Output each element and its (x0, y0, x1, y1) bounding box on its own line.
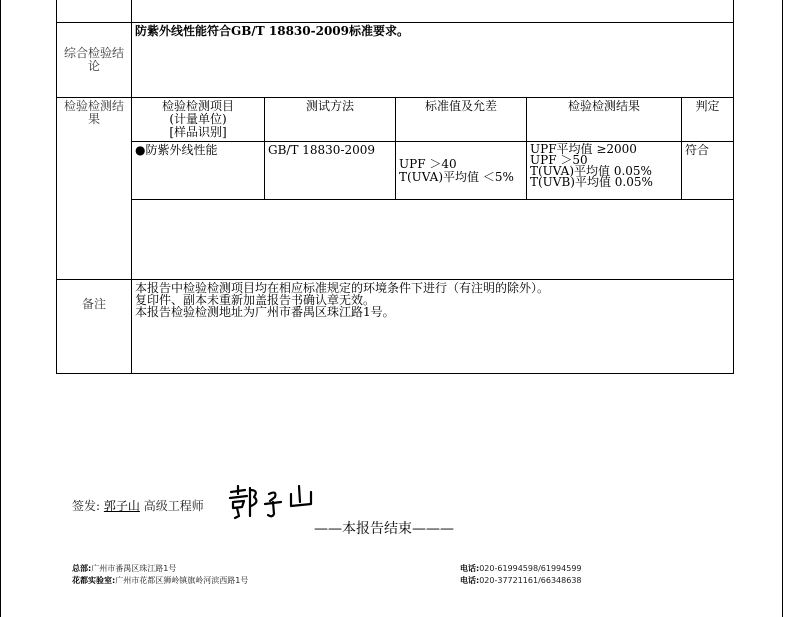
remarks-text: 本报告中检验检测项目均在相应标准规定的环境条件下进行（有注明的除外）。 复印件、副本未重新加盖报告书确认章无效。 本报告检验检测地址为广州市番禺区珠江路1号。 (132, 279, 734, 373)
signature-prefix: 签发: (72, 499, 101, 513)
conclusion-label: 综合检验结论 (57, 22, 132, 97)
page-border-right (782, 0, 783, 617)
footer-addresses (72, 563, 248, 587)
header-method: 测试方法 (265, 97, 396, 141)
row-verdict: 符合 (682, 141, 734, 199)
row-result: UPF平均值 ≥2000 UPF ＞50 T(UVA)平均值 0.05% T(UVB)平均值 0.05% (527, 141, 682, 199)
remarks-row (57, 279, 734, 373)
signature-line (72, 497, 204, 514)
results-data-row (57, 141, 734, 199)
handwritten-signature (225, 482, 325, 522)
results-header-row (57, 97, 734, 141)
page-border-left (0, 0, 1, 617)
row-item: ●防紫外线性能 (132, 141, 265, 199)
phone-label-2: 电话: (460, 576, 480, 585)
conclusion-row (57, 22, 734, 97)
remarks-label: 备注 (57, 279, 132, 373)
lab-label: 花都实验室: (72, 576, 116, 585)
phone-2: 020-37721161/66348638 (479, 576, 582, 585)
hq-label: 总部: (72, 564, 92, 573)
row-method: GB/T 18830-2009 (265, 141, 396, 199)
header-standard: 标准值及允差 (396, 97, 527, 141)
hq-address: 广州市番禺区珠江路1号 (91, 564, 177, 573)
top-blank-row (57, 0, 734, 22)
results-blank-row (57, 199, 734, 279)
signer-title: 高级工程师 (143, 499, 204, 513)
conclusion-text: 防紫外线性能符合GB/T 18830-2009标准要求。 (132, 22, 734, 97)
lab-address: 广州市花都区狮岭镇旗岭河滨西路1号 (115, 576, 249, 585)
header-item: 检验检测项目 (计量单位) [样品识别] (132, 97, 265, 141)
results-label: 检验检测结果 (57, 97, 132, 279)
report-end-mark: ——本报告结束——— (314, 521, 454, 537)
header-result: 检验检测结果 (527, 97, 682, 141)
phone-1: 020-61994598/61994599 (479, 564, 582, 573)
row-standard: UPF ＞40 T(UVA)平均值 ＜5% (396, 141, 527, 199)
report-table (56, 0, 734, 374)
header-verdict: 判定 (682, 97, 734, 141)
phone-label-1: 电话: (460, 564, 480, 573)
signer-name: 郭子山 (103, 499, 140, 513)
footer-phones (460, 563, 582, 587)
